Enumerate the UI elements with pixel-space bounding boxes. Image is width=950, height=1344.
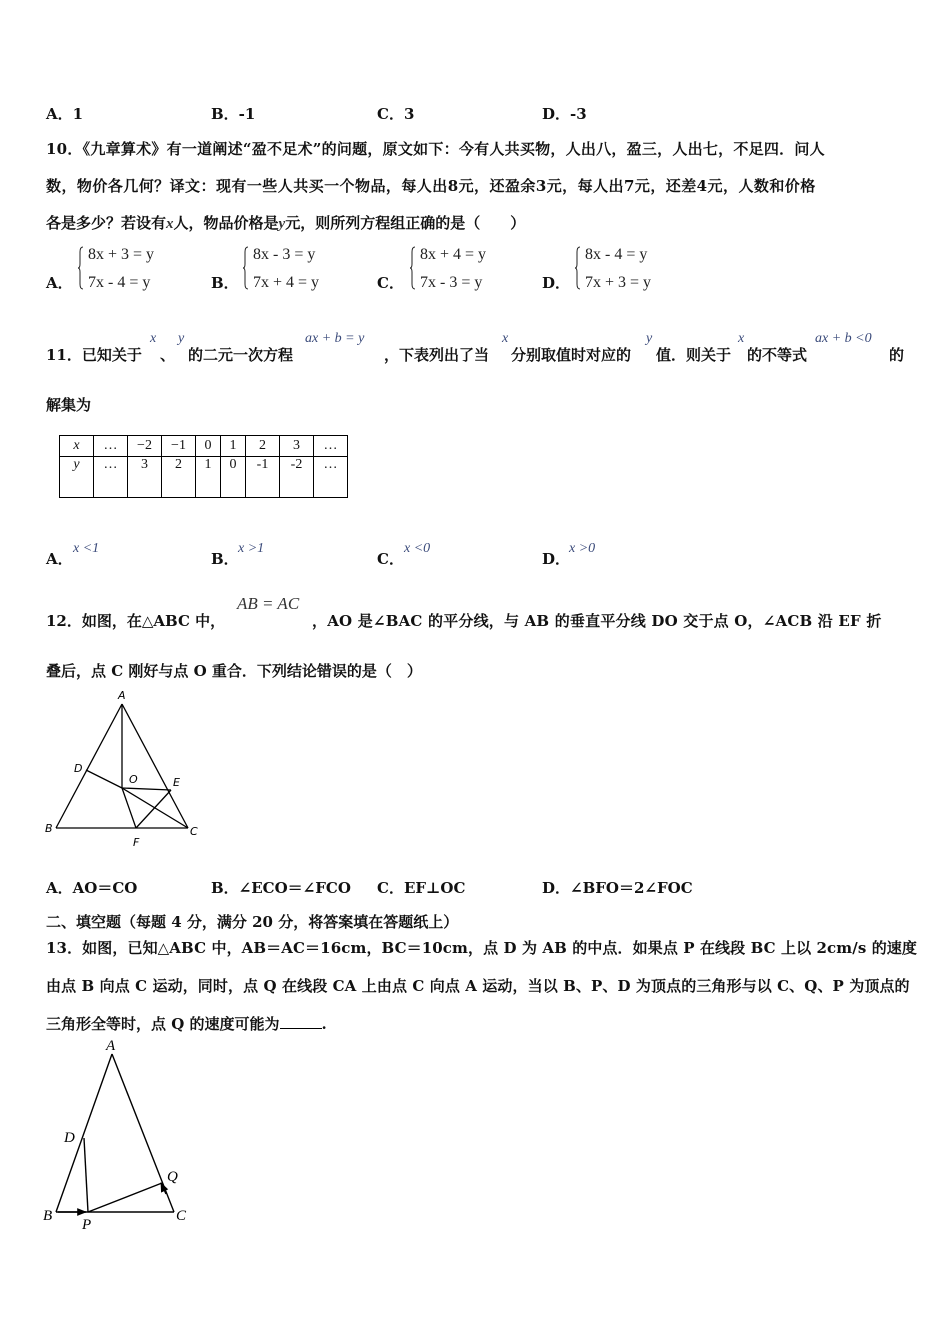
q10-option-b-eq1: 8x - 3 = y [253, 246, 316, 263]
q11-x-1: x [150, 331, 157, 346]
table-row [60, 457, 348, 498]
q13-triangle-figure [40, 1036, 200, 1236]
q10-line-2: 数，物价各几何？译文：现有一些人共买一个物品，每人出8元，还盈余3元，每人出7元，还差4元，人数和价格 [46, 177, 816, 195]
q10-option-d-eq1: 8x - 4 = y [585, 246, 648, 263]
q13-label-d: D [64, 1130, 75, 1146]
q13-line-3-text: 三角形全等时，点 Q 的速度可能为 [46, 1015, 280, 1033]
table-cell: 0 [196, 436, 221, 457]
table-cell: … [94, 457, 128, 498]
q10-option-c-system [410, 246, 510, 296]
table-cell: 1 [196, 457, 221, 498]
table-cell: −2 [128, 436, 162, 457]
q13-label-q: Q [167, 1169, 178, 1185]
table-cell: 2 [162, 457, 196, 498]
q11-line-2: 解集为 [46, 396, 92, 414]
q13-line-3-end: . [321, 1015, 327, 1033]
q12-label-b: B [45, 822, 53, 835]
q11-option-c-label: C． [377, 550, 404, 568]
q10-line-3-c: 元，则所列方程组正确的是（ ） [285, 214, 526, 232]
q11-option-b-math: x >1 [238, 541, 265, 556]
q12-label-a: A [118, 689, 126, 702]
q10-line-3-a: 各是多少？若设有 [46, 214, 167, 232]
q11-part-1: 11．已知关于 [46, 346, 142, 364]
q13-answer-blank[interactable] [280, 1014, 322, 1029]
brace-icon [410, 246, 416, 290]
brace-icon [243, 246, 249, 290]
q10-line-1: 10．《九章算术》有一道阐述“盈不足术”的问题，原文如下：今有人共买物，人出八，盈三，人出七，不足四．问人 [46, 140, 825, 158]
q12-line-oe [122, 788, 171, 790]
q10-option-d-label: D． [542, 274, 571, 292]
table-cell: -1 [246, 457, 280, 498]
q10-line-3 [46, 212, 525, 233]
q11-sep: 、 [160, 346, 176, 364]
q10-option-b-eq2: 7x + 4 = y [253, 274, 320, 291]
q11-y-2: y [646, 331, 653, 346]
q13-line-ac [112, 1054, 174, 1212]
table-cell: -2 [280, 457, 314, 498]
q12-line-fe [136, 790, 171, 828]
q11-option-a-label: A． [46, 550, 73, 568]
q12-label-e: E [173, 776, 180, 789]
q13-line-2: 由点 B 向点 C 运动，同时，点 Q 在线段 CA 上由点 C 向点 A 运动，当以 B、P、D 为顶点的三角形与以 C、Q、P 为顶点的 [46, 977, 910, 995]
q9-option-d: D．-3 [542, 105, 587, 123]
q9-option-b: B．-1 [211, 105, 256, 123]
q11-option-b-label: B． [211, 550, 239, 568]
q10-line-3-b: 人，物品价格是 [173, 214, 279, 232]
q10-option-d-eq2: 7x + 3 = y [585, 274, 652, 291]
q10-option-a-label: A． [46, 274, 73, 292]
q11-inequality: ax + b <0 [815, 331, 872, 346]
q10-option-a-eq1: 8x + 3 = y [88, 246, 155, 263]
q13-label-c: C [176, 1208, 187, 1224]
q11-equation: ax + b = y [305, 331, 365, 346]
q12-line-do [86, 770, 122, 788]
q12-triangle-figure [40, 686, 210, 850]
q10-option-a-eq2: 7x - 4 = y [88, 274, 151, 291]
table-cell: −1 [162, 436, 196, 457]
q11-part-7: 的 [889, 346, 905, 364]
q11-part-2: 的二元一次方程 [188, 346, 294, 364]
q12-line-ac [122, 704, 188, 828]
q11-x-2: x [502, 331, 509, 346]
q12-option-a: A．AO＝CO [46, 879, 138, 897]
table-cell: … [94, 436, 128, 457]
q13-line-pq [88, 1183, 162, 1212]
q10-var-x: x [166, 216, 174, 232]
q12-part-2: ，AO 是∠BAC 的平分线，与 AB 的垂直平分线 DO 交于点 O，∠ACB 沿 EF 折 [312, 612, 882, 630]
q11-y-1: y [178, 331, 185, 346]
q11-option-d-math: x >0 [569, 541, 596, 556]
q12-option-b: B．∠ECO＝∠FCO [211, 879, 351, 897]
q13-label-a: A [106, 1038, 116, 1054]
q12-math: AB = AC [237, 594, 300, 613]
q12-line-2: 叠后，点 C 刚好与点 O 重合．下列结论错误的是（ ） [46, 662, 422, 680]
q10-option-b-label: B． [211, 274, 239, 292]
q9-option-c: C．3 [377, 105, 415, 123]
q11-option-a-math: x <1 [73, 541, 100, 556]
brace-icon [575, 246, 581, 290]
q12-label-c: C [190, 825, 198, 838]
table-cell: 3 [280, 436, 314, 457]
q12-part-1: 12．如图，在△ABC 中， [46, 612, 226, 630]
q10-option-a-system [78, 246, 178, 296]
table-cell: … [314, 436, 348, 457]
q13-line-1: 13．如图，已知△ABC 中，AB＝AC＝16cm，BC＝10cm，点 D 为 AB 的中点．如果点 P 在线段 BC 上以 2cm/s 的速度 [46, 939, 917, 957]
q10-var-y: y [278, 216, 286, 232]
brace-icon [78, 246, 84, 290]
q10-option-c-eq1: 8x + 4 = y [420, 246, 487, 263]
q12-line-ab [56, 704, 122, 828]
q11-value-table [59, 435, 348, 498]
q11-part-4: 分别取值时对应的 [511, 346, 632, 364]
q12-label-d: D [74, 762, 83, 775]
q11-part-6: 的不等式 [747, 346, 808, 364]
table-cell: x [60, 436, 94, 457]
q9-option-a: A．1 [46, 105, 84, 123]
table-cell: y [60, 457, 94, 498]
table-cell: 3 [128, 457, 162, 498]
q12-option-d: D．∠BFO＝2∠FOC [542, 879, 693, 897]
table-cell: 1 [221, 436, 246, 457]
q11-x-3: x [738, 331, 745, 346]
table-cell: 2 [246, 436, 280, 457]
q10-option-c-label: C． [377, 274, 404, 292]
q13-label-p: P [82, 1217, 92, 1233]
q13-label-b: B [43, 1208, 53, 1224]
section-2-heading: 二、填空题（每题 4 分，满分 20 分，将答案填在答题纸上） [46, 913, 459, 931]
table-row [60, 436, 348, 457]
table-cell: … [314, 457, 348, 498]
q12-option-c: C．EF⊥OC [377, 879, 466, 897]
q13-line-3 [46, 1013, 327, 1034]
q10-option-b-system [243, 246, 343, 296]
q12-label-o: O [129, 773, 138, 786]
q13-line-dp [84, 1138, 88, 1212]
table-cell: 0 [221, 457, 246, 498]
q10-option-c-eq2: 7x - 3 = y [420, 274, 483, 291]
q12-line-of [122, 788, 136, 828]
q11-part-3: ，下表列出了当 [384, 346, 490, 364]
q11-option-c-math: x <0 [404, 541, 431, 556]
q12-label-f: F [133, 836, 140, 849]
q11-option-d-label: D． [542, 550, 571, 568]
q10-option-d-system [575, 246, 675, 296]
q11-part-5: 值．则关于 [656, 346, 732, 364]
